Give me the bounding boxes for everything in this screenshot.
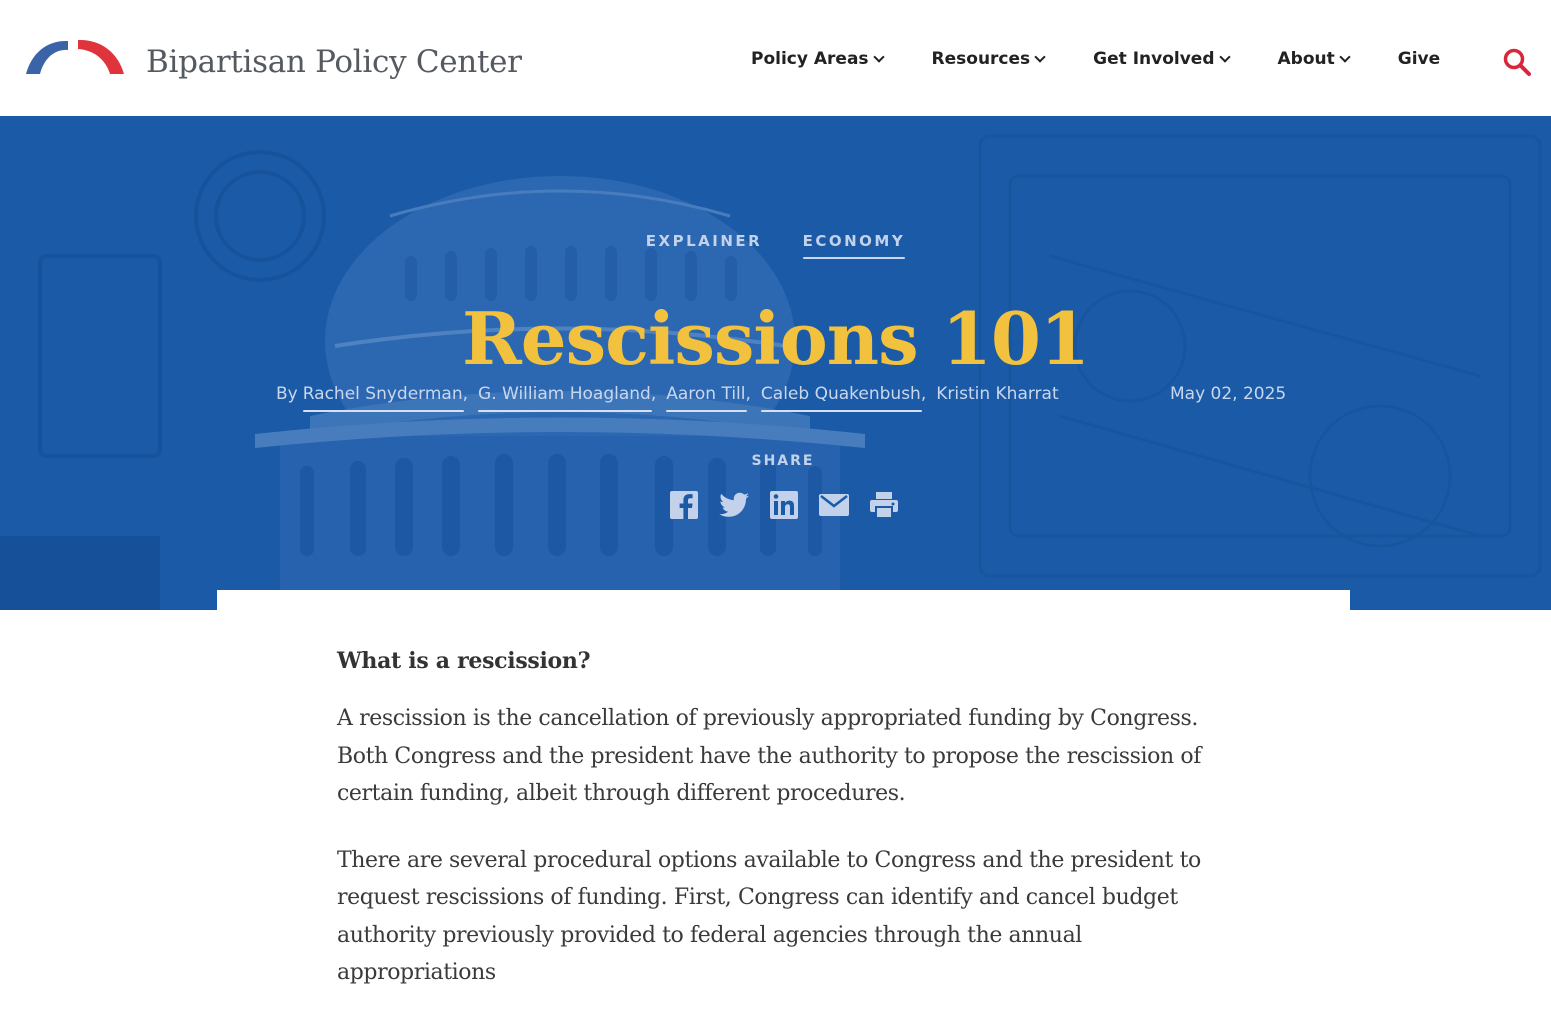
article-paragraph: There are several procedural options available to Congress and the president to request rescissions of funding. First, Congress can identify and cancel budget authority previously provided to federal agencies through the annual appropriations	[337, 847, 1201, 985]
site-header	[0, 0, 1551, 116]
author-name: Kristin Kharrat	[936, 384, 1059, 404]
search-icon[interactable]	[1502, 47, 1532, 77]
chevron-down-icon	[1339, 51, 1350, 62]
article-paragraph: A rescission is the cancellation of previously appropriated funding by Congress. Both Congress and the president have the authority to propose the rescission of certain funding, albeit through different procedures.	[337, 706, 1201, 806]
article-body	[337, 648, 1237, 1021]
author-link[interactable]: Caleb Quakenbush,	[760, 384, 927, 404]
hero-banner	[0, 116, 1551, 610]
logo-arc-icon	[24, 34, 126, 76]
nav-label: Give	[1397, 49, 1441, 69]
nav-label: Resources	[931, 49, 1031, 69]
author-link[interactable]: G. William Hoagland,	[478, 384, 657, 404]
nav-resources[interactable]	[932, 49, 1045, 69]
tag-economy[interactable]: ECONOMY	[802, 232, 906, 250]
linkedin-icon[interactable]	[768, 490, 800, 520]
print-icon[interactable]	[868, 490, 900, 520]
email-icon[interactable]	[818, 490, 850, 520]
tag-explainer[interactable]: EXPLAINER	[645, 232, 763, 250]
byline-prefix: By	[276, 384, 298, 404]
share-label: SHARE	[751, 453, 815, 469]
nav-policy-areas[interactable]	[751, 49, 883, 69]
twitter-icon[interactable]	[718, 490, 750, 520]
article-tags	[0, 232, 1551, 251]
article-heading: What is a rescission?	[337, 648, 591, 674]
nav-label: About	[1277, 49, 1335, 69]
byline	[276, 384, 1059, 404]
chevron-down-icon	[1219, 51, 1230, 62]
chevron-down-icon	[873, 51, 884, 62]
main-nav	[751, 49, 1440, 69]
author-link[interactable]: Rachel Snyderman,	[302, 384, 469, 404]
logo-text: Bipartisan Policy Center	[146, 44, 522, 80]
publish-date: May 02, 2025	[1170, 384, 1287, 404]
nav-get-involved[interactable]	[1093, 49, 1228, 69]
author-link[interactable]: Aaron Till,	[666, 384, 751, 404]
chevron-down-icon	[1035, 51, 1046, 62]
share-buttons	[668, 490, 918, 520]
nav-label: Policy Areas	[751, 49, 869, 69]
nav-label: Get Involved	[1093, 49, 1215, 69]
page-title: Rescissions 101	[461, 296, 1090, 381]
nav-give[interactable]	[1398, 49, 1440, 69]
nav-about[interactable]	[1278, 49, 1349, 69]
facebook-icon[interactable]	[668, 490, 700, 520]
